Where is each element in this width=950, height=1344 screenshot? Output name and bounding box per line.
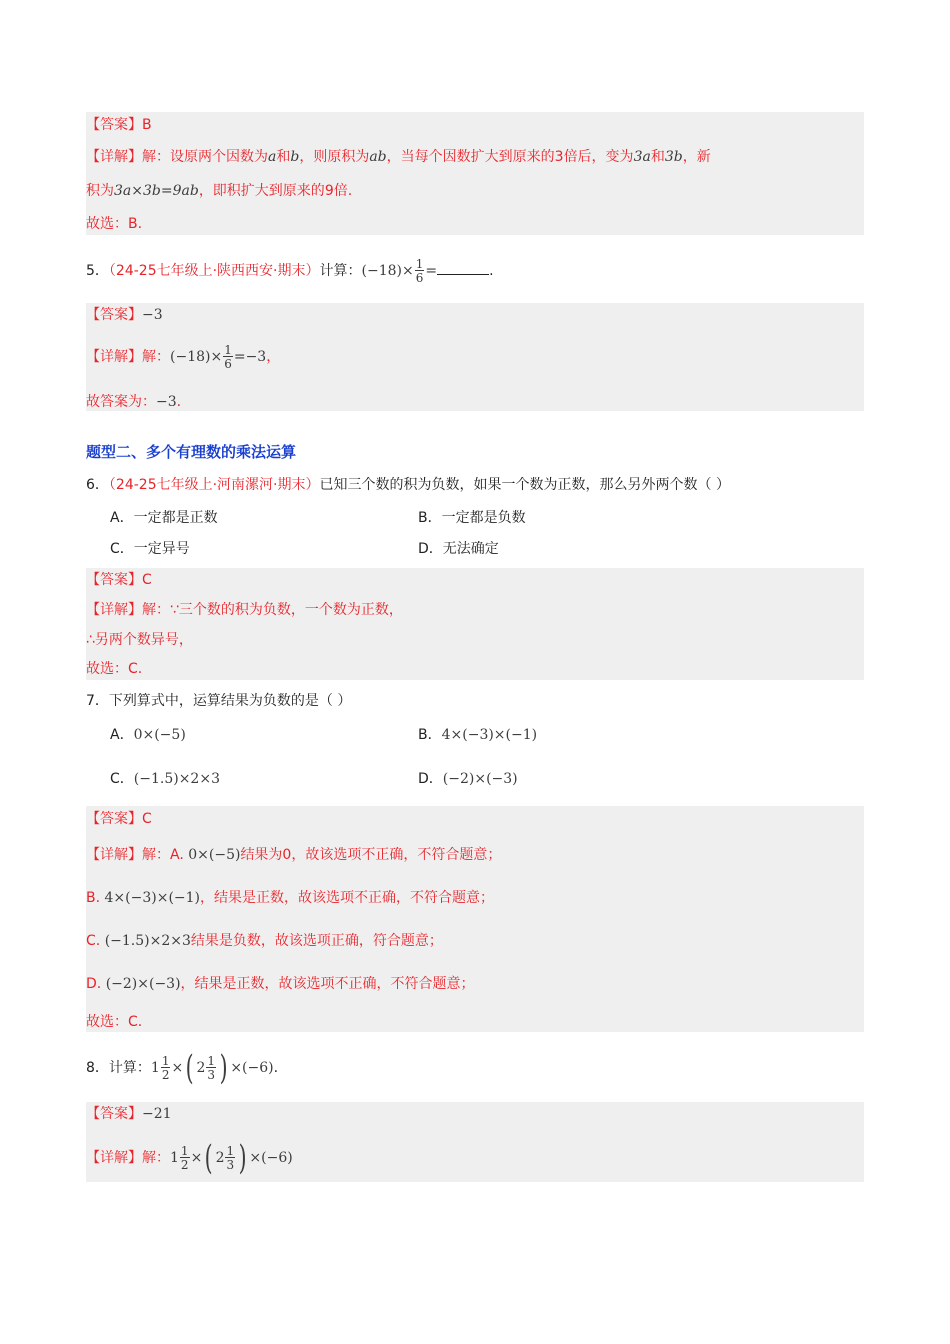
q7-option-c[interactable]: C．(−1.5)×2×3 bbox=[110, 771, 220, 787]
q8-answer-line: 【答案】−21 bbox=[86, 1106, 172, 1122]
q6-option-d[interactable]: D．无法确定 bbox=[418, 541, 499, 557]
q6-option-c[interactable]: C．一定异号 bbox=[110, 541, 190, 557]
q6-detail-line2: ∴另两个数异号， bbox=[86, 632, 193, 648]
q7-option-a[interactable]: A．0×(−5) bbox=[110, 727, 186, 743]
q5-question: 5．（24-25七年级上·陕西西安·期末）计算：(−18)× $\frac{1}{6}$ = . bbox=[86, 257, 494, 285]
q6-option-a[interactable]: A．一定都是正数 bbox=[110, 510, 218, 526]
q8-answer-fraction-2: $\frac{1}{3}$ bbox=[226, 1144, 235, 1172]
q7-answer-line: 【答案】C bbox=[86, 811, 152, 827]
q5-answer-blank[interactable] bbox=[437, 260, 489, 275]
section-title: 题型二、多个有理数的乘法运算 bbox=[86, 443, 297, 461]
q5-answer-fraction: $\frac{1}{6}$ bbox=[224, 343, 232, 371]
q8-fraction-1: $\frac{1}{2}$ bbox=[161, 1054, 170, 1082]
q7-detail-a: 【详解】解：A. 0×(−5)结果为0，故该选项不正确，不符合题意； bbox=[86, 847, 502, 863]
q4-detail-line1: 【详解】解：设原两个因数为a和b，则原积为ab，当每个因数扩大到原来的3倍后，变为3a和3b，新 bbox=[86, 149, 711, 165]
q4-conclusion: 故选：B. bbox=[86, 216, 143, 232]
q7-answer-box bbox=[86, 806, 864, 1032]
q6-detail-line1: 【详解】解：∵三个数的积为负数，一个数为正数， bbox=[86, 602, 403, 618]
q5-fraction: $\frac{1}{6}$ bbox=[415, 257, 424, 285]
q7-question: 7．下列算式中，运算结果为负数的是（ ） bbox=[86, 693, 352, 709]
q8-detail-line: 【详解】解：1 $\frac{1}{2}$ ×( 2 $\frac{1}{3}$ ) ×(−6) bbox=[86, 1138, 293, 1178]
q7-detail-b: B. 4×(−3)×(−1)，结果是正数，故该选项不正确，不符合题意； bbox=[86, 890, 495, 906]
q7-option-b[interactable]: B．4×(−3)×(−1) bbox=[418, 727, 538, 743]
q7-conclusion: 故选：C. bbox=[86, 1014, 143, 1030]
q4-detail-line2: 积为3a×3b=9ab，即积扩大到原来的9倍. bbox=[86, 183, 353, 199]
q5-answer-line: 【答案】−3 bbox=[86, 307, 163, 323]
q7-detail-d: D. (−2)×(−3)，结果是正数，故该选项不正确，不符合题意； bbox=[86, 976, 475, 992]
q6-question: 6．（24-25七年级上·河南漯河·期末）已知三个数的积为负数，如果一个数为正数，那么另外两个数（ ） bbox=[86, 477, 730, 493]
q7-option-d[interactable]: D．(−2)×(−3) bbox=[418, 771, 518, 787]
q4-answer-box bbox=[86, 112, 864, 235]
q6-conclusion: 故选：C. bbox=[86, 661, 143, 677]
q4-answer-line: 【答案】B bbox=[86, 117, 152, 133]
q5-conclusion: 故答案为：−3. bbox=[86, 394, 182, 410]
q6-answer-box bbox=[86, 568, 864, 680]
q5-detail-line: 【详解】解：(−18)× $\frac{1}{6}$ =−3， bbox=[86, 343, 281, 371]
q7-detail-c: C. (−1.5)×2×3结果是负数，故该选项正确，符合题意； bbox=[86, 933, 443, 949]
q6-option-b[interactable]: B．一定都是负数 bbox=[418, 510, 526, 526]
q8-question: 8．计算：1 $\frac{1}{2}$ ×( 2 $\frac{1}{3}$ ) ×(−6). bbox=[86, 1048, 279, 1088]
q8-answer-fraction-1: $\frac{1}{2}$ bbox=[180, 1144, 189, 1172]
q6-answer-line: 【答案】C bbox=[86, 572, 152, 588]
q8-fraction-2: $\frac{1}{3}$ bbox=[207, 1054, 216, 1082]
